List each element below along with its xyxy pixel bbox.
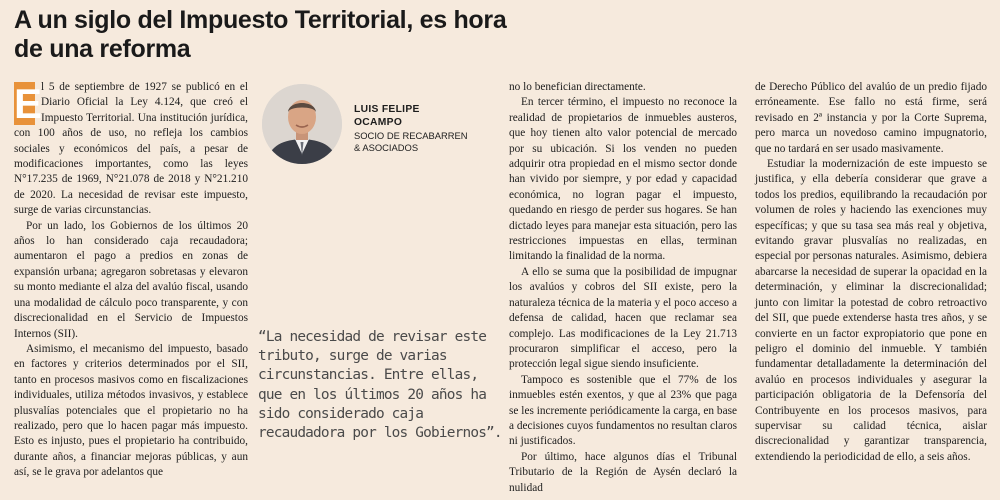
paragraph: [14, 80, 248, 219]
drop-cap: E: [14, 80, 43, 127]
author-name-line: LUIS FELIPE: [354, 104, 420, 115]
article-column-1: [14, 80, 248, 481]
author-portrait-icon: [262, 84, 342, 164]
paragraph: Por último, hace algunos días el Tribunal Tributario de la Región de Aysén declaró la nulidad: [509, 450, 737, 494]
author-role-line: & ASOCIADOS: [354, 141, 419, 153]
paragraph: Por un lado, los Gobiernos de los últimos 20 años lo han considerado caja recaudadora; aumentaron el pago a predios en zonas de expansión urbana; agregaron sobretasas y elevaron su monto mediante el alza del avalúo fiscal, usando una modalidad de cálculo poco transparente, y con discrecionalidad en el Servicio de Impuestos Internos (SII).: [14, 219, 248, 340]
headline: A un siglo del Impuesto Territorial, es hora de una reforma: [14, 6, 507, 63]
article-column-3: [509, 80, 737, 496]
author-role: [354, 130, 468, 153]
paragraph: Asimismo, el mecanismo del impuesto, basado en factores y criterios determinados por el SII, tanto en procesos masivos como en fiscalizaciones individuales, utiliza métodos invasivos, y establece plusvalías potenciales que el propietario no ha realizado, pero que lo hacen pagar más impuesto. Esto es injusto, pues el propietario ha contribuido, durante años, a financiar mejoras públicas, y aun así, se le grava por adelantos que: [14, 342, 248, 479]
article-column-4: [755, 80, 987, 465]
author-box: [262, 84, 498, 166]
paragraph: no lo benefician directamente.: [509, 81, 646, 93]
paragraph-text: l 5 de septiembre de 1927 se publicó en el Diario Oficial la Ley 4.124, que creó el Impuesto Territorial. Una institución jurídica, con 100 años de uso, no refleja los cambios sociales y económicos del país, a pesar de modificaciones importantes, como las leyes N°17.235 de 1969, N°21.078 de 2018 y N°21.210 de 2020. La necesidad de revisar este impuesto, surge de varias circunstancias.: [14, 81, 248, 217]
author-role-line: SOCIO DE RECABARREN: [354, 130, 468, 141]
paragraph: En tercer término, el impuesto no reconoce la realidad de propietarios de inmuebles austeros, que hoy tienen alto valor potencial de mercado por su ubicación. Si los venden no pueden adquirir otra propiedad en el mismo sector donde han vivido por siempre, y por edad y capacidad económica, no logran pagar el impuesto, quedando en riesgo de perder sus hogares. Se han dictado leyes para manejar esta situación, pero las restricciones impuestas en ellas, terminan limitando la finalidad de la norma.: [509, 96, 737, 263]
pull-quote: “La necesidad de revisar este tributo, surge de varias circunstancias. Entre ellas, que en los últimos 20 años ha sido considerado caja recaudadora por los Gobiernos”.: [258, 329, 502, 442]
author-photo: [262, 84, 342, 164]
author-name: [354, 104, 420, 129]
paragraph: Estudiar la modernización de este impuesto se justifica, y ella debería considerar que grave a todos los predios, equilibrando la recaudación por volumen de roles y haciendo las exenciones muy específicas; y que su tasa sea más real y objetiva, evitando gravar plusvalías no realizadas, en especial por personas naturales. Asimismo, debiera abarcarse la necesidad de superar la opacidad en la determinación, y eliminar la discrecionalidad; junto con limitar la potestad de cobro retroactivo del SII, que puede extenderse hasta tres años, y se convierte en un factor expropiatorio que pone en peligro el dominio del inmueble. Y también fundamentar detalladamente la determinación del avalúo en procesos individuales y asegurar la participación obligatoria de la Defensoría del Contribuyente en los procesos masivos, para supervisar su calidad técnica, aislar discrecionalidad y garantizar transparencia, extendiendo la periodicidad de ello, a seis años.: [755, 158, 987, 463]
paragraph: de Derecho Público del avalúo de un predio fijado erróneamente. Ese fallo no está firme, será revisado en 2ª instancia y por la Corte Suprema, pero marca un novedoso camino impugnatorio, que no tardará en ser usado masivamente.: [755, 81, 987, 155]
author-name-line: OCAMPO: [354, 116, 403, 128]
paragraph: A ello se suma que la posibilidad de impugnar los avalúos y cobros del SII existe, pero la naturaleza técnica de la materia y el poco acceso a defensa de calidad, hacen que reclamar sea complejo. Las modificaciones de la Ley 21.713 procuraron simplificar el acceso, pero la protección legal sigue siendo insuficiente.: [509, 265, 737, 371]
paragraph: Tampoco es sostenible que el 77% de los inmuebles estén exentos, y que al 23% que paga se les incremente periódicamente la carga, en base a decisiones cuyos fundamentos no resultan claros ni justificados.: [509, 373, 737, 448]
